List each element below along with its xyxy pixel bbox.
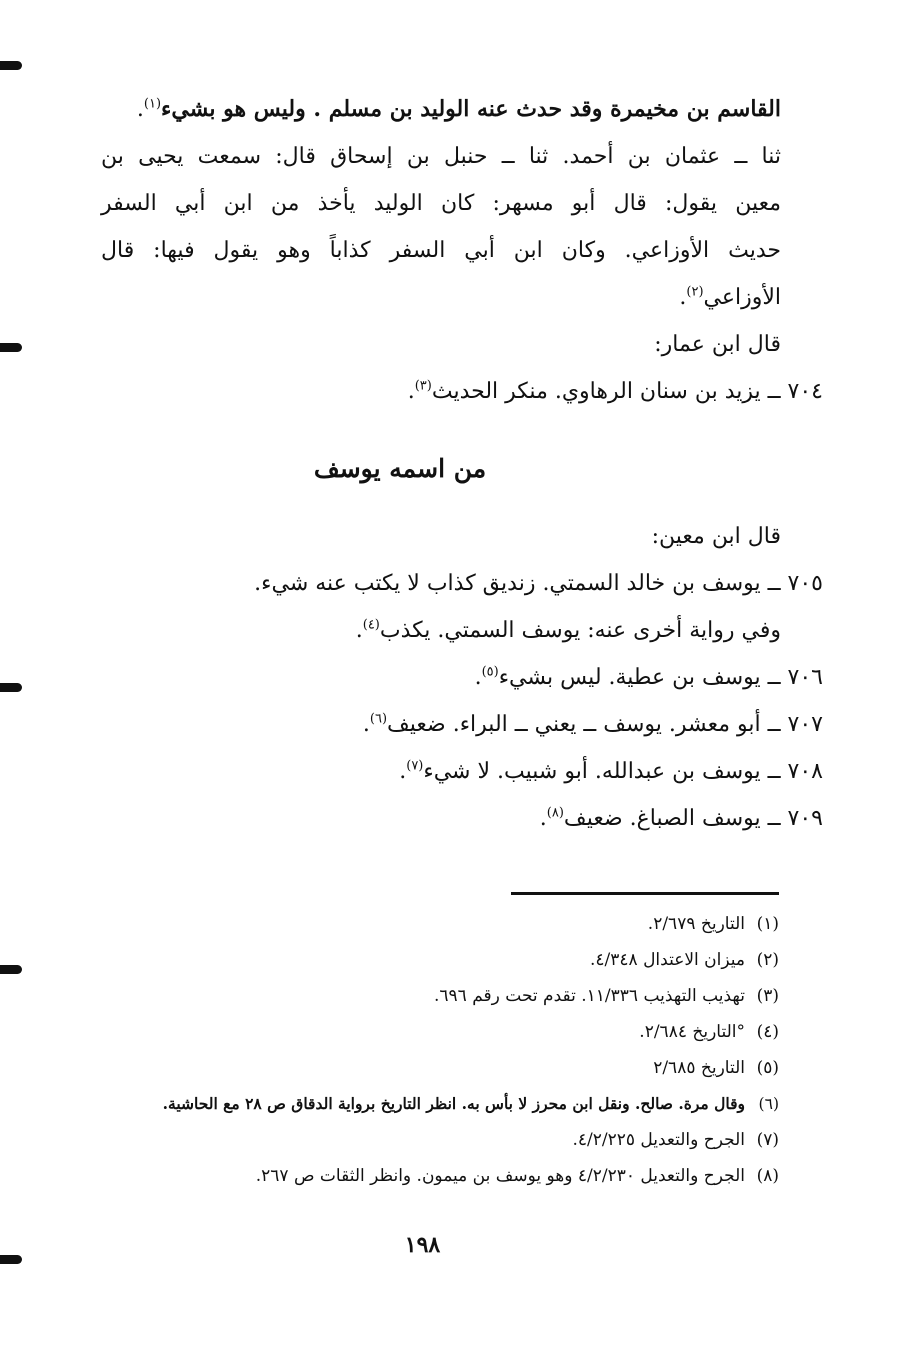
text-line: حديث الأوزاعي. وكان ابن أبي السفر كذاباً وهو يقول فيها: قال [101,238,781,263]
footnote-text: التاريخ ٢/٦٧٩. [647,914,745,934]
entry-text: ٧٠٨ ــ يوسف بن عبدالله. أبو شبيب. لا شيء [423,759,823,784]
entry-text: ٧٠٧ ــ أبو معشر. يوسف ــ يعني ــ البراء. ضعيف [387,712,823,737]
footnote-ref: (٦) [369,711,388,727]
footnote [79,1086,779,1122]
entry-text: ٧٠٦ ــ يوسف بن عطية. ليس بشيء [498,665,823,690]
footnote [79,1014,779,1050]
entry-text: ٧٠٤ ــ يزيد بن سنان الرهاوي. منكر الحديث [431,379,823,404]
line-text: القاسم بن مخيمرة وقد حدث عنه الوليد بن مسلم . وليس هو بشيء [161,96,781,122]
line-end: . [355,618,363,643]
footnote [79,1050,779,1086]
footnote-number: (١) [756,914,779,934]
footnote-number: (٦) [758,1095,779,1113]
text-line: قال ابن عمار: [654,332,781,357]
footnote-ref: (١) [143,96,162,112]
footnote-ref: (٢) [686,284,704,300]
entry-705: ٧٠٥ ــ يوسف بن خالد السمتي. زنديق كذاب لا يكتب عنه شيء. [254,571,823,596]
footnote [79,978,779,1014]
footnote-ref: (٣) [414,378,432,394]
text-line [101,86,781,133]
footnote-text: تهذيب التهذيب ١١/٣٣٦. تقدم تحت رقم ٦٩٦. [433,986,745,1006]
main-paragraph [101,86,823,415]
footnote-ref: (٧) [406,758,424,774]
line-end: . [407,379,415,404]
section-intro: قال ابن معين: [651,524,781,549]
footnote-text: التاريخ ٢/٦٨٥ [653,1058,745,1078]
entry-708 [101,748,823,795]
footnotes [79,906,779,1194]
entry-707 [101,701,823,748]
page-number: ١٩٨ [404,1232,441,1258]
footnote-text: °التاريخ ٢/٦٨٤. [639,1022,745,1042]
line-end: . [362,712,370,737]
footnote-text: الجرح والتعديل ٤/٢/٢٣٠ وهو يوسف بن ميمون. وانظر الثقات ص ٢٦٧. [255,1166,745,1186]
binding-mark [0,343,22,352]
footnote [79,1122,779,1158]
line-end: . [539,806,547,831]
entry-705-continuation [101,607,781,654]
text-line: معين يقول: قال أبو مسهر: كان الوليد يأخذ من ابن أبي السفر [101,191,781,216]
footnote [79,1158,779,1194]
line-end: . [399,759,407,784]
footnote-number: (٤) [756,1022,779,1042]
entry-text: وفي رواية أخرى عنه: يوسف السمتي. يكذب [379,618,781,643]
line-text: الأوزاعي [703,285,781,310]
line-end: . [136,97,144,122]
binding-mark [0,965,22,974]
footnote [79,942,779,978]
section-heading: من اسمه يوسف [313,454,487,483]
entry-706 [101,654,823,701]
footnote-number: (٣) [756,986,779,1006]
footnote-text: الجرح والتعديل ٤/٢/٢٢٥. [572,1130,745,1150]
section-body [101,513,823,842]
footnote-text: وقال مرة. صالح. ونقل ابن محرز لا بأس به. انظر التاريخ برواية الدقاق ص ٢٨ مع الحاشية. [162,1094,745,1113]
footnote-text: ميزان الاعتدال ٤/٣٤٨. [590,950,745,970]
line-end: . [474,665,482,690]
footnote [79,906,779,942]
binding-mark [0,61,22,70]
footnote-separator [511,892,779,895]
footnote-number: (٧) [756,1130,779,1150]
line-end: . [679,285,687,310]
footnote-ref: (٤) [362,617,380,633]
entry-text: ٧٠٩ ــ يوسف الصباغ. ضعيف [563,806,823,831]
footnote-ref: (٥) [481,664,499,680]
text-line: ثنا ــ عثمان بن أحمد. ثنا ــ حنبل بن إسحاق قال: سمعت يحيى بن [101,144,781,169]
entry-709 [101,795,823,842]
footnote-ref: (٨) [546,805,564,821]
binding-mark [0,683,22,692]
text-line [101,274,781,321]
footnote-number: (٢) [756,950,779,970]
footnote-number: (٨) [756,1166,779,1186]
footnote-number: (٥) [756,1058,779,1078]
entry-704 [101,368,823,415]
